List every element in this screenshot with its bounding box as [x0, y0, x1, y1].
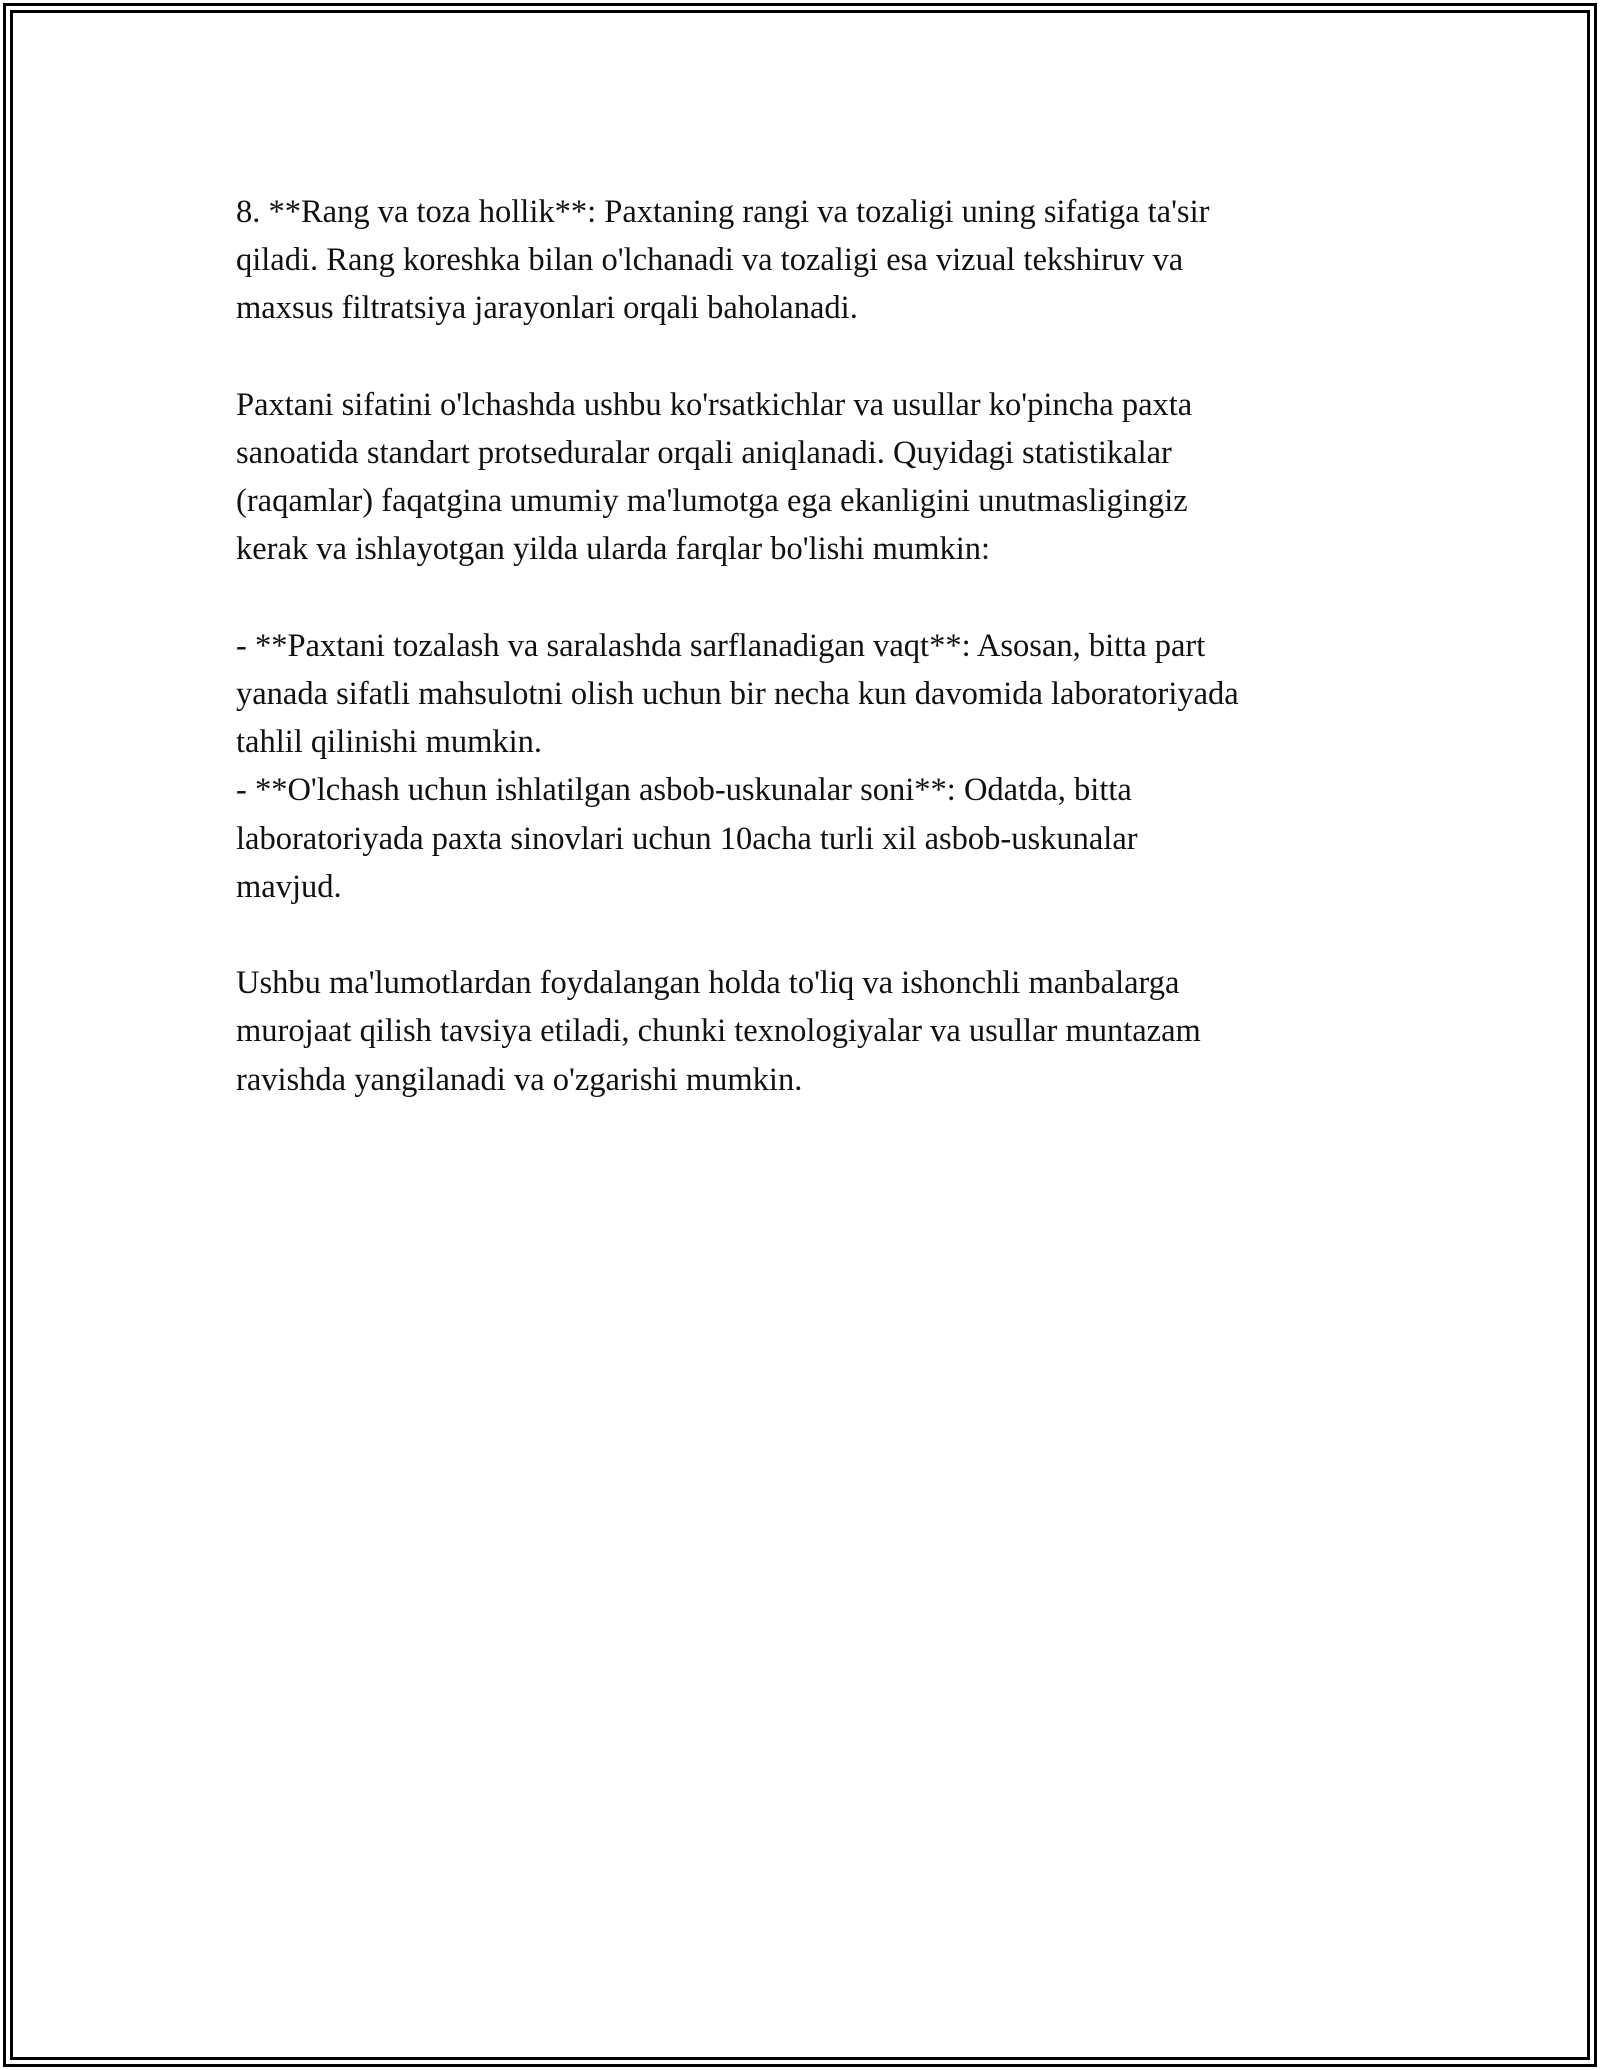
bullet-list: [236, 622, 1386, 911]
paragraph-color-cleanliness: 8. **Rang va toza hollik**: Paxtaning rangi va tozaligi uning sifatiga ta'sir qiladi. Rang koreshka bilan o'lchanadi va tozaligi esa vizual tekshiruv va maxsus filtratsiya jarayonlari orqali baholanadi.: [236, 194, 1210, 327]
list-item: - **O'lchash uchun ishlatilgan asbob-uskunalar soni**: Odatda, bitta laboratoriyada paxta sinovlari uchun 10acha turli xil asbob-uskunalar mavjud.: [236, 772, 1138, 905]
paragraph-quality-measurement: Paxtani sifatini o'lchashda ushbu ko'rsatkichlar va usullar ko'pincha paxta sanoatida standart protseduralar orqali aniqlanadi. Quyidagi statistikalar (raqamlar) faqatgina umumiy ma'lumotga ega ekanligini unutmasligingiz kerak va ishlayotgan yilda ularda farqlar bo'lishi mumkin:: [236, 386, 1193, 568]
list-item: - **Paxtani tozalash va saralashda sarflanadigan vaqt**: Asosan, bitta part yanada sifatli mahsulotni olish uchun bir necha kun davomida laboratoriyada tahlil qilinishi mumkin.: [236, 627, 1239, 761]
document-body: [236, 188, 1386, 1152]
paragraph-conclusion: Ushbu ma'lumotlardan foydalangan holda to'liq va ishonchli manbalarga murojaat qilish tavsiya etiladi, chunki texnologiyalar va usullar muntazam ravishda yangilanadi va o'zgarishi mumkin.: [236, 965, 1201, 1098]
